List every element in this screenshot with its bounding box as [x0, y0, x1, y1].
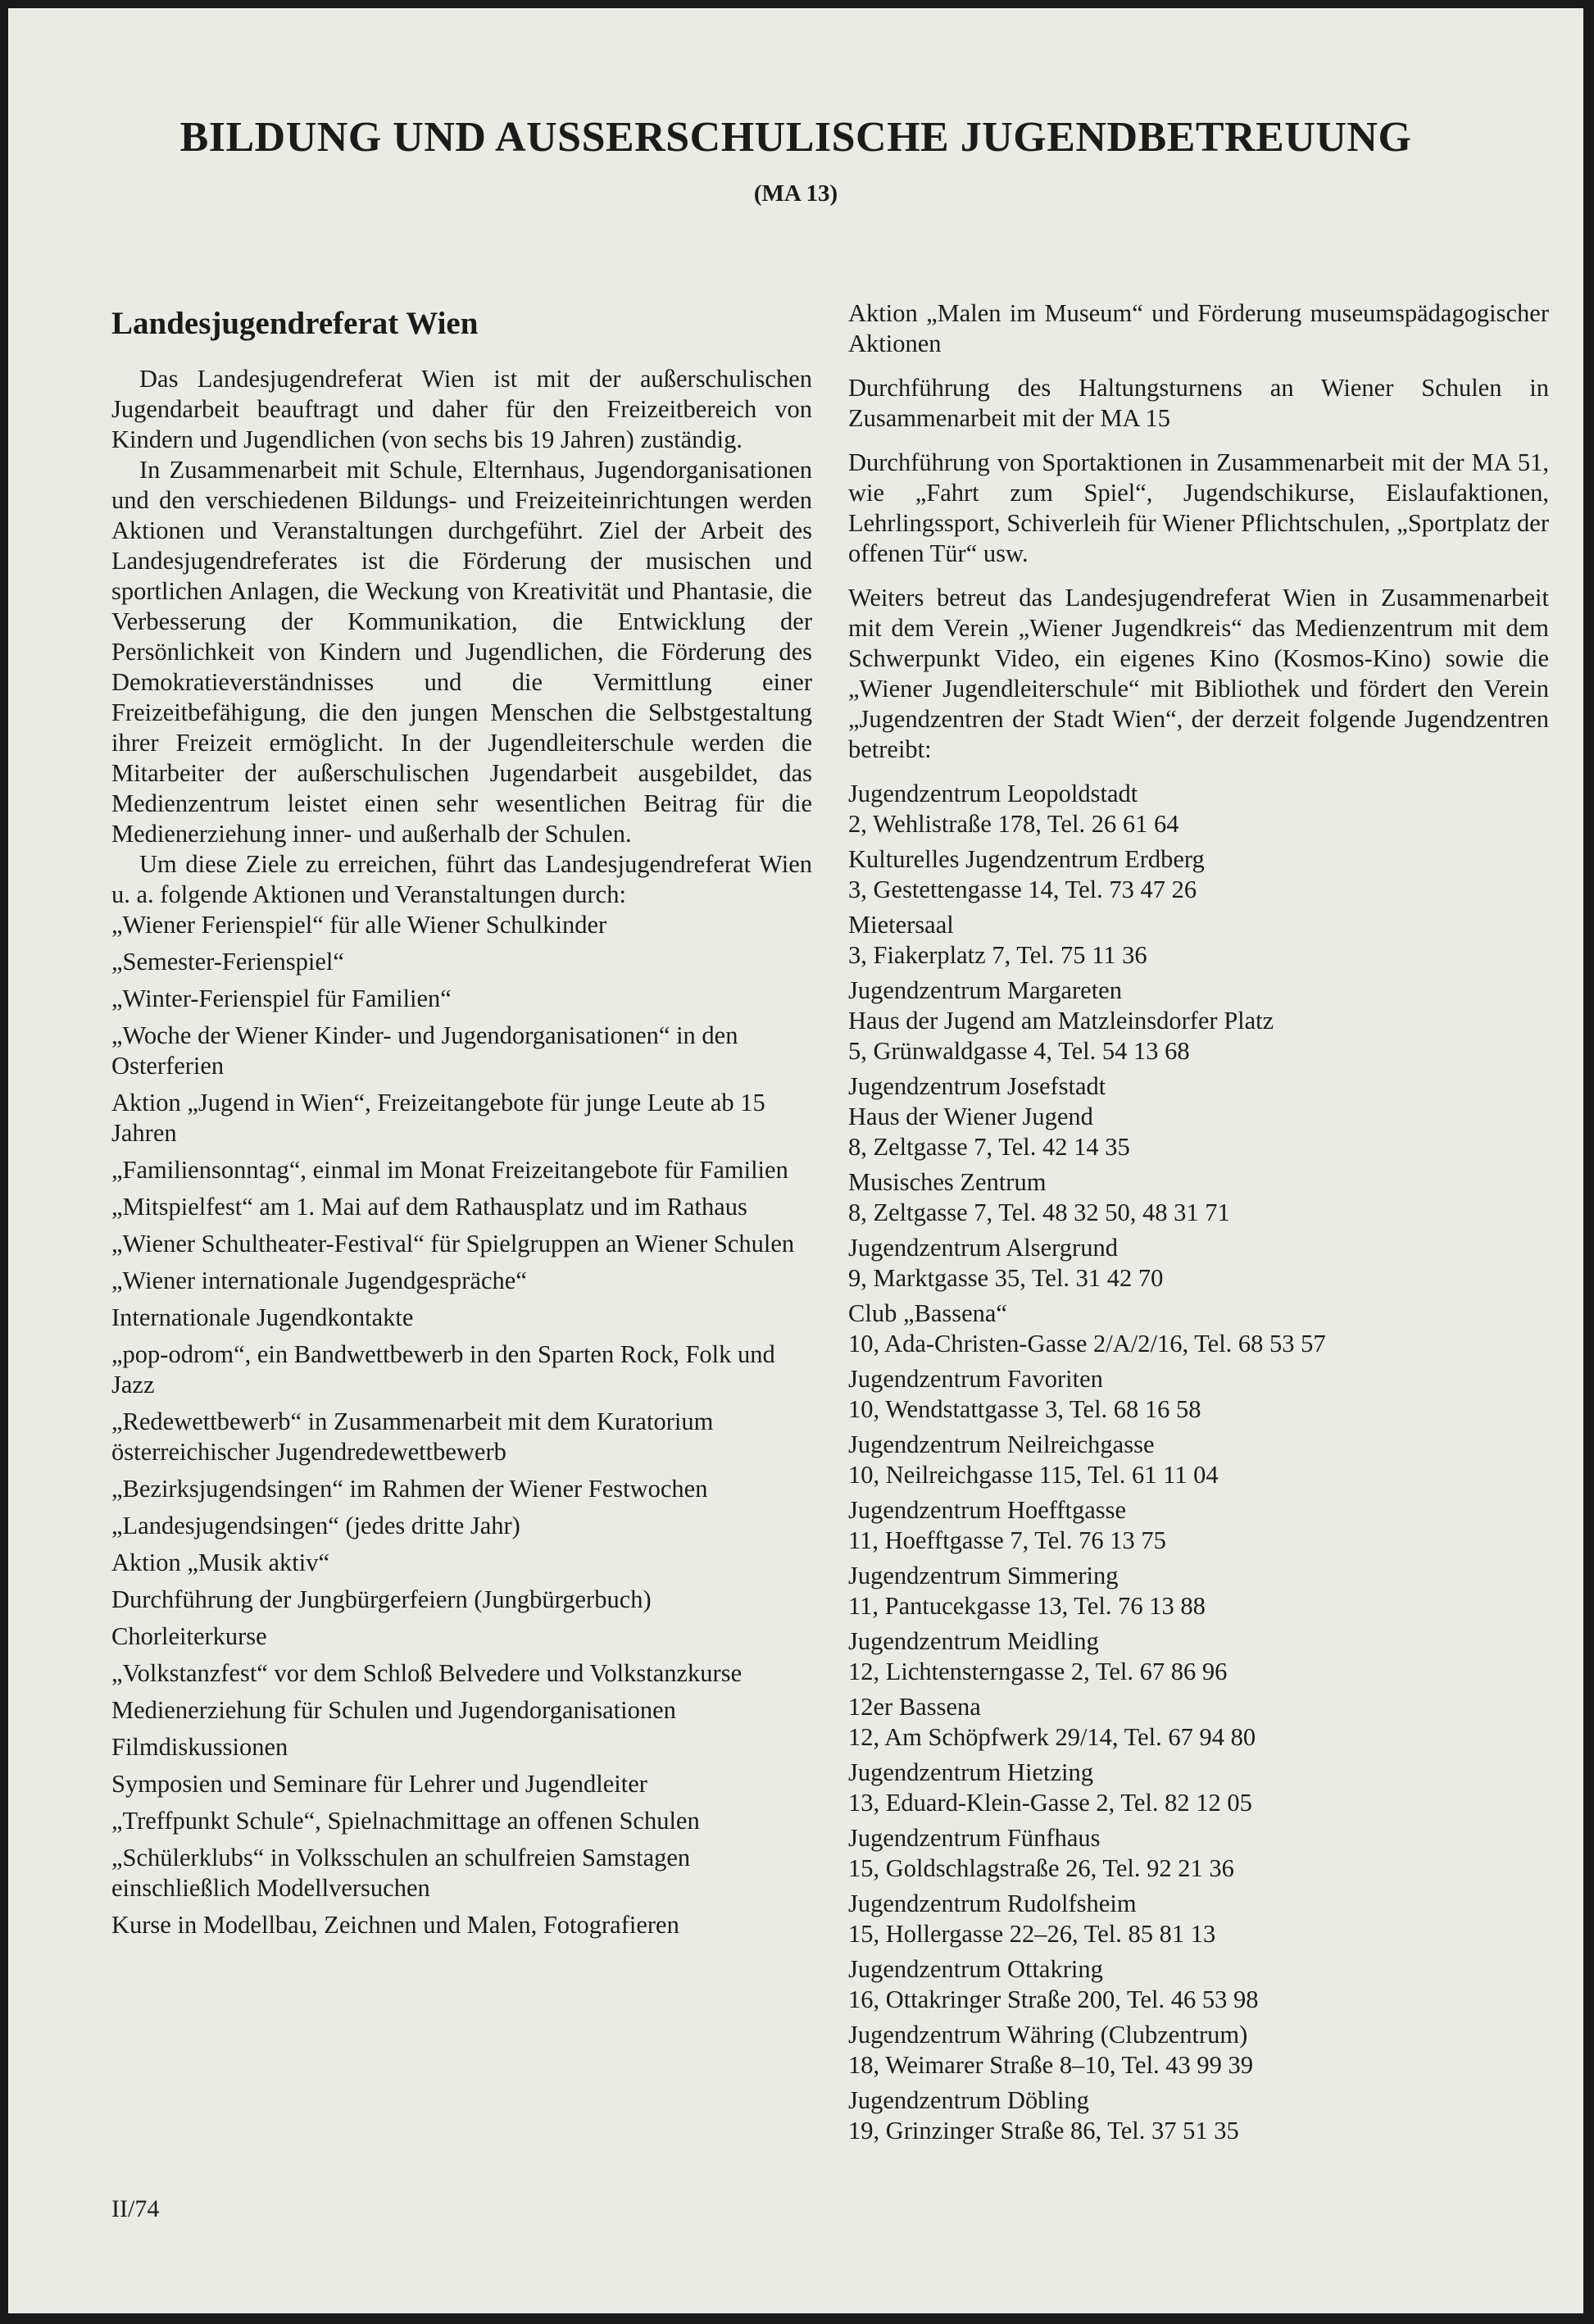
youth-center-entry [848, 910, 1549, 971]
list-item: „Mitspielfest“ am 1. Mai auf dem Rathausplatz und im Rathaus [111, 1193, 747, 1221]
youth-center-entry [848, 1758, 1549, 1818]
center-address: 8, Zeltgasse 7, Tel. 42 14 35 [848, 1133, 1130, 1161]
center-address: 2, Wehlistraße 178, Tel. 26 61 64 [848, 810, 1179, 838]
center-name: Jugendzentrum Simmering [848, 1562, 1119, 1590]
youth-center-entry [848, 779, 1549, 839]
body-paragraph: In Zusammenarbeit mit Schule, Elternhaus, Jugendorganisationen und den verschiedenen Bildungs- und Freizeiteinrichtungen werden Aktionen und Veranstaltungen durchgeführt. Ziel der Arbeit des Landesjugendreferates ist die Förderung der musischen und sportlichen Anlagen, die Weckung von Kreativität und Phantasie, die Verbesserung der Kommunikation, die Entwicklung der Persönlichkeit von Kindern und Jugendlichen, die Förderung des Demokratieverständnisses und die Vermittlung einer Freizeitbefähigung, die den jungen Menschen die Selbstgestaltung ihrer Freizeit ermöglicht. In der Jugendleiterschule werden die Mitarbeiter der außerschulischen Jugendarbeit ausgebildet, das Medienzentrum leistet einen sehr wesentlichen Beitrag für die Medienerziehung inner- und außerhalb der Schulen. [111, 456, 812, 848]
list-item: „Redewettbewerb“ in Zusammenarbeit mit dem Kuratorium österreichischer Jugendredewettbewerb [111, 1408, 714, 1466]
right-column [848, 298, 1549, 2151]
center-address: 9, Marktgasse 35, Tel. 31 42 70 [848, 1264, 1164, 1292]
youth-center-entry [848, 1298, 1549, 1359]
list-item: Aktion „Musik aktiv“ [111, 1549, 329, 1576]
center-address: 3, Fiakerplatz 7, Tel. 75 11 36 [848, 941, 1147, 969]
page-title: BILDUNG UND AUSSERSCHULISCHE JUGENDBETREUUNG [179, 114, 1412, 161]
center-address: 10, Ada-Christen-Gasse 2/A/2/16, Tel. 68 53 57 [848, 1330, 1326, 1358]
center-name: Jugendzentrum Fünfhaus [848, 1824, 1101, 1852]
list-item: Durchführung der Jungbürgerfeiern (Jungbürgerbuch) [111, 1585, 652, 1613]
center-address: 18, Weimarer Straße 8–10, Tel. 43 99 39 [848, 2051, 1254, 2079]
center-name: Jugendzentrum Josefstadt [848, 1072, 1106, 1100]
youth-center-entry [848, 1954, 1549, 2015]
youth-center-entry [848, 1823, 1549, 1884]
center-name: Jugendzentrum Hoefftgasse [848, 1496, 1127, 1524]
center-address: 19, Grinzinger Straße 86, Tel. 37 51 35 [848, 2117, 1239, 2144]
center-address: 12, Lichtensterngasse 2, Tel. 67 86 96 [848, 1658, 1228, 1685]
youth-center-entry [848, 1071, 1549, 1162]
list-item: Aktion „Jugend in Wien“, Freizeitangebote für junge Leute ab 15 Jahren [111, 1089, 765, 1147]
document-page [8, 8, 1583, 2313]
youth-center-entry [848, 1561, 1549, 1621]
center-address: 11, Pantucekgasse 13, Tel. 76 13 88 [848, 1592, 1206, 1620]
center-name: Jugendzentrum Währing (Clubzentrum) [848, 2021, 1248, 2049]
center-name: Jugendzentrum Alsergrund [848, 1234, 1118, 1262]
center-address: 3, Gestettengasse 14, Tel. 73 47 26 [848, 875, 1197, 903]
center-address: 10, Wendstattgasse 3, Tel. 68 16 58 [848, 1395, 1201, 1423]
list-item: „Wiener internationale Jugendgespräche“ [111, 1267, 527, 1294]
list-item: „Landesjugendsingen“ (jedes dritte Jahr) [111, 1512, 520, 1539]
list-item: Chorleiterkurse [111, 1622, 267, 1650]
youth-center-entry [848, 844, 1549, 905]
jugendzentren-paragraph: Weiters betreut das Landesjugendreferat Wien in Zusammenarbeit mit dem Verein „Wiener Jugendkreis“ das Medienzentrum mit dem Schwerpunkt Video, ein eigenes Kino (Kosmos-Kino) sowie die „Wiener Jugendleiterschule“ mit Bibliothek und fördert den Verein „Jugendzentren der Stadt Wien“, der derzeit folgende Jugendzentren betreibt: [848, 584, 1549, 763]
youth-center-entry [848, 976, 1549, 1066]
center-name: Jugendzentrum Döbling [848, 2086, 1089, 2114]
center-name: Jugendzentrum Neilreichgasse [848, 1430, 1155, 1458]
activities-list [111, 910, 812, 1940]
body-paragraph: Um diese Ziele zu erreichen, führt das Landesjugendreferat Wien u. a. folgende Aktionen und Veranstaltungen durch: [111, 850, 812, 908]
list-item: „Volkstanzfest“ vor dem Schloß Belvedere und Volkstanzkurse [111, 1659, 743, 1687]
page-subtitle: (MA 13) [753, 180, 838, 207]
list-item: Medienerziehung für Schulen und Jugendorganisationen [111, 1696, 676, 1724]
center-name: Club „Bassena“ [848, 1299, 1007, 1327]
youth-center-entry [848, 1889, 1549, 1949]
youth-center-entry [848, 1430, 1549, 1490]
youth-center-entry [848, 1626, 1549, 1687]
section-heading: Landesjugendreferat Wien [111, 306, 479, 341]
list-item: „pop-odrom“, ein Bandwettbewerb in den Sparten Rock, Folk und Jazz [111, 1340, 775, 1398]
youth-center-entry [848, 1364, 1549, 1425]
center-name: Jugendzentrum Leopoldstadt [848, 780, 1138, 807]
list-item: Durchführung von Sportaktionen in Zusammenarbeit mit der MA 51, wie „Fahrt zum Spiel“, Jugendschikurse, Eislaufaktionen, Lehrlingssport, Schiverleih für Wiener Pflichtschulen, „Sportplatz der offenen Tür“ usw. [848, 448, 1549, 567]
center-name: Mietersaal [848, 911, 954, 939]
list-item: „Wiener Schultheater-Festival“ für Spielgruppen an Wiener Schulen [111, 1230, 795, 1258]
center-name: Jugendzentrum Rudolfsheim [848, 1890, 1137, 1917]
list-item: Internationale Jugendkontakte [111, 1303, 414, 1331]
list-item: Filmdiskussionen [111, 1733, 288, 1761]
list-item: „Woche der Wiener Kinder- und Jugendorganisationen“ in den Osterferien [111, 1021, 738, 1080]
list-item: Aktion „Malen im Museum“ und Förderung museumspädagogischer Aktionen [848, 299, 1549, 357]
center-address: 10, Neilreichgasse 115, Tel. 61 11 04 [848, 1461, 1219, 1489]
youth-center-entry [848, 1167, 1549, 1228]
center-name: Jugendzentrum Hietzing [848, 1758, 1093, 1786]
center-address: 5, Grünwaldgasse 4, Tel. 54 13 68 [848, 1037, 1190, 1065]
list-item: „Familiensonntag“, einmal im Monat Freizeitangebote für Familien [111, 1156, 788, 1184]
left-column [111, 298, 812, 1947]
youth-center-entry [848, 1495, 1549, 1556]
center-address: 11, Hoefftgasse 7, Tel. 76 13 75 [848, 1526, 1166, 1554]
center-name: Jugendzentrum Favoriten [848, 1365, 1103, 1393]
youth-centers-list [848, 779, 1549, 2146]
center-address: 16, Ottakringer Straße 200, Tel. 46 53 98 [848, 1985, 1259, 2013]
list-item: „Bezirksjugendsingen“ im Rahmen der Wiener Festwochen [111, 1475, 708, 1503]
page-number: II/74 [111, 2195, 160, 2222]
intro-paragraphs [111, 364, 812, 910]
center-address: 12, Am Schöpfwerk 29/14, Tel. 67 94 80 [848, 1723, 1256, 1751]
youth-center-entry [848, 1692, 1549, 1753]
center-name: Kulturelles Jugendzentrum Erdberg [848, 845, 1205, 873]
center-name: Jugendzentrum Meidling [848, 1627, 1099, 1655]
center-name: Jugendzentrum Ottakring [848, 1955, 1103, 1983]
list-item: „Treffpunkt Schule“, Spielnachmittage an offenen Schulen [111, 1807, 700, 1835]
list-item: „Semester-Ferienspiel“ [111, 948, 344, 976]
youth-center-entry [848, 2020, 1549, 2081]
youth-center-entry [848, 2085, 1549, 2146]
center-address: 15, Goldschlagstraße 26, Tel. 92 21 36 [848, 1854, 1234, 1882]
list-item: Kurse in Modellbau, Zeichnen und Malen, Fotografieren [111, 1911, 679, 1939]
list-item: „Wiener Ferienspiel“ für alle Wiener Schulkinder [111, 911, 607, 939]
center-address: Haus der Jugend am Matzleinsdorfer Platz [848, 1007, 1274, 1035]
activities-list-continued [848, 298, 1549, 569]
list-item: Durchführung des Haltungsturnens an Wiener Schulen in Zusammenarbeit mit der MA 15 [848, 374, 1549, 432]
center-name: 12er Bassena [848, 1693, 981, 1721]
center-address: 13, Eduard-Klein-Gasse 2, Tel. 82 12 05 [848, 1789, 1252, 1817]
center-address: 8, Zeltgasse 7, Tel. 48 32 50, 48 31 71 [848, 1198, 1230, 1226]
center-address: Haus der Wiener Jugend [848, 1103, 1093, 1130]
center-name: Musisches Zentrum [848, 1168, 1047, 1196]
list-item: Symposien und Seminare für Lehrer und Jugendleiter [111, 1770, 647, 1798]
center-address: 15, Hollergasse 22–26, Tel. 85 81 13 [848, 1920, 1216, 1948]
youth-center-entry [848, 1233, 1549, 1294]
center-name: Jugendzentrum Margareten [848, 976, 1122, 1004]
list-item: „Schülerklubs“ in Volksschulen an schulfreien Samstagen einschließlich Modellversuchen [111, 1844, 691, 1902]
body-paragraph: Das Landesjugendreferat Wien ist mit der außerschulischen Jugendarbeit beauftragt und daher für den Freizeitbereich von Kindern und Jugendlichen (von sechs bis 19 Jahren) zuständig. [111, 365, 812, 453]
list-item: „Winter-Ferienspiel für Familien“ [111, 985, 452, 1012]
